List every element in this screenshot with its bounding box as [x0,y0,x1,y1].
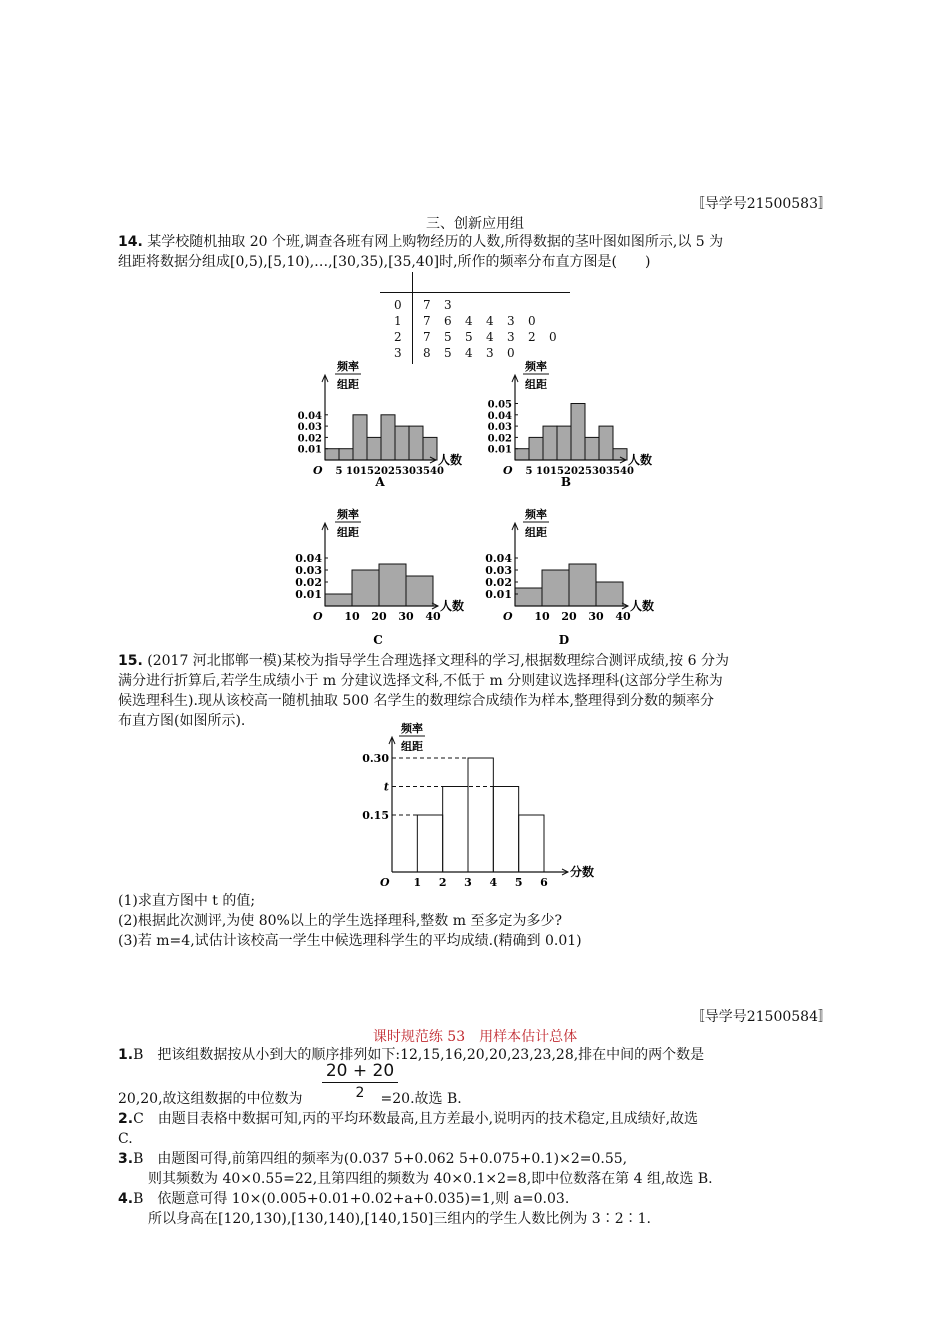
histogram-bar [557,426,571,460]
q15-sub3: (3)若 m=4,试估计该校高一学生中候选理科学生的平均成绩.(精确到 0.01) [118,933,582,949]
answer-text: B 把该组数据按从小到大的顺序排列如下:12,15,16,20,20,23,23,28,排在中间的两个数是 [133,1047,705,1063]
chart-caption: D [558,633,570,647]
histogram-bar [571,404,585,461]
leaf-value: 7 [423,330,431,344]
histogram-bar [406,576,433,606]
histogram-bar [596,582,623,606]
answer-number: 3. [118,1151,134,1167]
leaf-value: 4 [465,346,473,360]
leaf-value: 3 [507,314,515,328]
stem-value: 0 [394,298,402,312]
x-tick-label: 5 [335,466,343,477]
answer-text: B 依题意可得 10×(0.005+0.01+0.02+a+0.035)=1,则 a=0.03. [133,1191,570,1207]
x-tick-label: 2 [438,876,447,889]
x-tick-label: 5 [525,466,533,477]
x-tick-label: 15 [360,466,374,477]
answer-3-line2: 则其频数为 40×0.55=22,且第四组的频数为 40×0.1×2=8,即中位数落在第 4 组,故选 B. [148,1171,713,1187]
leaf-value: 5 [465,330,473,344]
x-tick-label: 30 [588,610,604,623]
origin-label: O [503,464,513,477]
y-tick-label: 0.30 [362,752,389,765]
y-tick-label: 0.03 [297,422,322,434]
y-tick-label: 0.01 [295,588,322,601]
q15-line2: 满分进行折算后,若学生成绩小于 m 分建议选择文科,不低于 m 分则建议选择理科(这部分学生称为 [118,673,723,689]
leaf-value: 3 [486,346,494,360]
histogram-bar [529,437,543,460]
x-tick-label: 15 [550,466,564,477]
histogram-bar [325,594,352,606]
q15-line4: 布直方图(如图所示). [118,713,246,729]
chart-caption: C [373,633,383,647]
y-tick-label: 0.04 [295,552,322,565]
y-tick-label: 0.03 [487,422,512,434]
x-axis-label: 人数 [628,453,653,467]
q15-sub2: (2)根据此次测评,为使 80%以上的学生选择理科,整数 m 至多定为多少? [118,913,562,929]
histogram-a [288,360,473,490]
answer-text: 20,20,故这组数据的中位数为 [118,1091,303,1107]
chart-caption: A [375,475,385,489]
answer-2-line2: C. [118,1131,133,1147]
q14-line1 [118,233,723,251]
q15-line3: 候选理科生).现从该校高一随机抽取 500 名学生的数理综合成绩作为样本,整理得到分数的频率分 [118,693,714,709]
answer-1-line1 [118,1046,704,1064]
histogram-bar [569,564,596,606]
leaf-value: 6 [444,314,452,328]
y-label-bottom: 组距 [525,526,547,539]
histogram-bar [519,815,544,872]
answer-number: 4. [118,1191,134,1207]
x-tick-label: 10 [346,466,360,477]
histogram-bar [381,415,395,460]
x-tick-label: 20 [374,466,388,477]
chart-caption: B [560,475,572,489]
answer-text: C 由题目表格中数据可知,丙的平均环数最高,且方差最小,说明丙的技术稳定,且成绩好,故选 [133,1111,699,1127]
answer-4-line2: 所以身高在[120,130),[130,140),[140,150]三组内的学生人数比例为 3∶2∶1. [148,1211,651,1227]
x-tick-label: 1 [413,876,422,889]
x-tick-label: 40 [615,610,631,623]
histogram-bar [515,588,542,606]
x-axis-label: 人数 [630,599,655,613]
leaf-value: 4 [486,314,494,328]
y-label-top: 频率 [401,722,423,735]
leaf-value: 3 [507,330,515,344]
histogram-q15 [360,718,600,893]
histogram-bar [339,449,353,460]
leaf-value: 0 [507,346,515,360]
histogram-bar [599,426,613,460]
histogram-bar [468,758,493,872]
y-label-bottom: 组距 [337,378,359,391]
y-tick-label: 0.04 [485,552,512,565]
leaf-value: 4 [486,330,494,344]
stem-value: 3 [394,346,402,360]
x-tick-label: 35 [416,466,430,477]
y-tick-label: 0.01 [485,588,512,601]
answer-1-line2 [118,1090,462,1108]
stem-leaf-hline [380,292,570,293]
histogram-bar [443,787,468,873]
y-label-bottom: 组距 [401,740,423,753]
leaf-value: 5 [444,346,452,360]
q15-text: (2017 河北邯郸一模)某校为指导学生合理选择文理科的学习,根据数理综合测评成绩,按 6 分为 [142,653,729,669]
histogram-bar [543,426,557,460]
q15-line1 [118,652,729,670]
y-label-top: 频率 [337,360,359,373]
y-tick-label: t [383,780,389,794]
origin-label: O [313,464,323,477]
x-tick-label: 40 [430,466,444,477]
reference-number: 〚导学号21500583〛 [690,196,832,212]
x-tick-label: 25 [388,466,402,477]
question-number: 15. [118,653,143,669]
histogram-bar [585,437,599,460]
y-tick-label: 0.02 [295,576,322,589]
fraction-denominator: 2 [322,1082,398,1103]
y-tick-label: 0.04 [487,410,512,422]
y-label-top: 频率 [525,508,547,521]
x-tick-label: 30 [398,610,414,623]
origin-label: O [503,610,513,623]
stem-value: 1 [394,314,402,328]
leaf-value: 3 [444,298,452,312]
histogram-c [288,508,473,653]
leaf-value: 7 [423,298,431,312]
x-tick-label: 20 [371,610,387,623]
y-label-top: 频率 [337,508,359,521]
x-tick-label: 30 [402,466,416,477]
y-label-top: 频率 [525,360,547,373]
histogram-bar [409,426,423,460]
leaf-value: 0 [528,314,536,328]
answer-section-title: 课时规范练 53 用样本估计总体 [372,1029,578,1045]
histogram-bar [613,449,627,460]
section-title: 三、创新应用组 [426,216,524,232]
y-tick-label: 0.05 [487,399,512,411]
leaf-value: 8 [423,346,431,360]
y-label-bottom: 组距 [337,526,359,539]
x-tick-label: 10 [536,466,550,477]
x-tick-label: 40 [425,610,441,623]
histogram-bar [379,564,406,606]
stem-value: 2 [394,330,402,344]
leaf-value: 5 [444,330,452,344]
histogram-d [478,508,663,653]
stem-leaf-vline [412,272,413,364]
answer-4-line1 [118,1190,569,1208]
answer-2-line1 [118,1110,698,1128]
y-label-bottom: 组距 [525,378,547,391]
y-tick-label: 0.01 [297,444,322,456]
y-tick-label: 0.03 [485,564,512,577]
q14-text: 某学校随机抽取 20 个班,调查各班有网上购物经历的人数,所得数据的茎叶图如图所示,以 5 为 [142,234,724,250]
answer-number: 2. [118,1111,134,1127]
x-tick-label: 20 [561,610,577,623]
histogram-bar [367,437,381,460]
y-tick-label: 0.04 [297,410,322,422]
histogram-bar [353,415,367,460]
y-tick-label: 0.02 [297,433,322,445]
q14-line2: 组距将数据分组成[0,5),[5,10),…,[30,35),[35,40]时,所作的频率分布直方图是( ) [118,254,651,270]
histogram-bar [325,449,339,460]
x-axis-label: 人数 [438,453,463,467]
x-tick-label: 4 [489,876,498,889]
x-axis-label: 分数 [570,865,595,879]
answer-3-line1 [118,1150,627,1168]
y-tick-label: 0.01 [487,444,512,456]
x-tick-label: 3 [464,876,472,889]
x-tick-label: 30 [592,466,606,477]
histogram-bar [417,815,442,872]
x-tick-label: 10 [534,610,550,623]
q15-sub1: (1)求直方图中 t 的值; [118,893,256,909]
x-tick-label: 20 [564,466,578,477]
histogram-bar [423,437,437,460]
histogram-bar [493,787,518,873]
x-tick-label: 35 [606,466,620,477]
question-number: 14. [118,234,143,250]
histogram-bar [542,570,569,606]
x-axis-label: 人数 [440,599,465,613]
answer-text: =20.故选 B. [380,1091,462,1107]
origin-label: O [313,610,323,623]
leaf-value: 4 [465,314,473,328]
histogram-bar [515,449,529,460]
x-tick-label: 25 [578,466,592,477]
leaf-value: 7 [423,314,431,328]
origin-label: O [380,876,390,889]
fraction-numerator: 20 + 20 [325,1061,395,1081]
leaf-value: 2 [528,330,536,344]
y-tick-label: 0.03 [295,564,322,577]
answer-number: 1. [118,1047,134,1063]
x-tick-label: 6 [540,876,548,889]
leaf-value: 0 [549,330,557,344]
y-tick-label: 0.02 [487,433,512,445]
stem-leaf-plot [380,272,570,362]
histogram-bar [395,426,409,460]
histogram-bar [352,570,379,606]
answer-text: B 由题图可得,前第四组的频率为(0.037 5+0.062 5+0.075+0.1)×2=0.55, [133,1151,628,1167]
reference-number: 〚导学号21500584〛 [690,1009,832,1025]
histogram-b [478,360,663,490]
y-tick-label: 0.15 [362,809,389,822]
x-tick-label: 40 [620,466,634,477]
x-tick-label: 10 [344,610,360,623]
y-tick-label: 0.02 [485,576,512,589]
x-tick-label: 5 [514,876,523,889]
